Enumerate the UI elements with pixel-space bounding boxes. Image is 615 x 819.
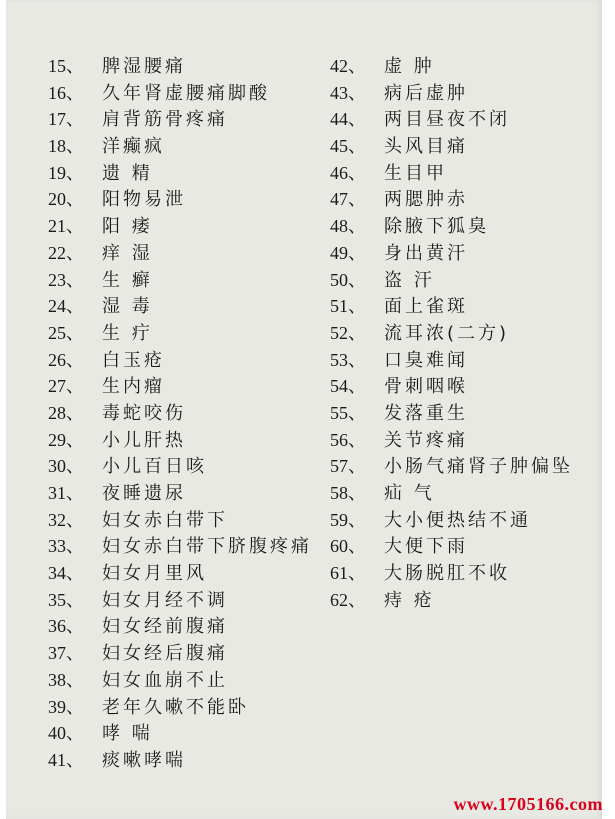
list-item bbox=[330, 132, 573, 159]
item-number: 37、 bbox=[48, 643, 84, 664]
item-number: 54、 bbox=[330, 376, 366, 397]
item-number: 57、 bbox=[330, 456, 366, 477]
list-item bbox=[48, 586, 312, 613]
item-text: 洋癫疯 bbox=[102, 136, 165, 158]
item-text: 小儿肝热 bbox=[102, 429, 186, 451]
list-item bbox=[330, 559, 573, 586]
list-item bbox=[330, 185, 573, 212]
item-text: 流耳浓(二方) bbox=[384, 322, 510, 344]
list-item bbox=[330, 586, 573, 613]
item-number: 43、 bbox=[330, 82, 366, 103]
list-item bbox=[48, 479, 312, 506]
list-item bbox=[330, 292, 573, 319]
list-item bbox=[330, 52, 573, 79]
item-text: 大小便热结不通 bbox=[384, 509, 531, 531]
item-text: 发落重生 bbox=[384, 402, 468, 424]
item-number: 60、 bbox=[330, 536, 366, 557]
list-item bbox=[330, 506, 573, 533]
list-item bbox=[48, 132, 312, 159]
list-item bbox=[48, 746, 312, 773]
item-number: 50、 bbox=[330, 269, 366, 290]
item-number: 38、 bbox=[48, 669, 84, 690]
item-number: 25、 bbox=[48, 322, 84, 343]
site-watermark: www.1705166.com bbox=[453, 794, 603, 814]
list-item bbox=[48, 559, 312, 586]
list-item bbox=[48, 506, 312, 533]
list-item bbox=[48, 185, 312, 212]
list-item bbox=[48, 532, 312, 559]
item-number: 21、 bbox=[48, 216, 84, 237]
item-number: 52、 bbox=[330, 322, 366, 343]
item-text: 疝 气 bbox=[384, 483, 435, 504]
item-text: 妇女血崩不止 bbox=[102, 669, 228, 691]
list-item bbox=[48, 79, 312, 106]
item-number: 20、 bbox=[48, 189, 84, 210]
item-number: 34、 bbox=[48, 563, 84, 584]
item-text: 大肠脱肛不收 bbox=[384, 563, 510, 585]
list-item bbox=[330, 399, 573, 426]
item-number: 40、 bbox=[48, 723, 84, 744]
list-item bbox=[48, 159, 312, 186]
item-number: 62、 bbox=[330, 589, 366, 610]
item-text: 哮 喘 bbox=[102, 723, 153, 745]
item-number: 32、 bbox=[48, 509, 84, 530]
list-item bbox=[48, 666, 312, 693]
item-text: 两腮肿赤 bbox=[384, 189, 468, 211]
item-text: 小肠气痛肾子肿偏坠 bbox=[384, 456, 573, 478]
item-number: 18、 bbox=[48, 136, 84, 157]
item-number: 58、 bbox=[330, 483, 366, 503]
list-item bbox=[48, 52, 312, 79]
item-number: 26、 bbox=[48, 349, 84, 370]
item-text: 两目昼夜不闭 bbox=[384, 109, 510, 131]
item-text: 老年久嗽不能卧 bbox=[102, 696, 249, 718]
list-item bbox=[330, 452, 573, 479]
item-number: 59、 bbox=[330, 509, 366, 530]
item-text: 妇女经前腹痛 bbox=[102, 616, 228, 638]
list-item bbox=[48, 426, 312, 453]
item-text: 骨刺咽喉 bbox=[384, 376, 468, 398]
item-text: 夜睡遗尿 bbox=[102, 483, 186, 504]
item-number: 15、 bbox=[48, 56, 84, 76]
item-number: 24、 bbox=[48, 296, 84, 317]
item-text: 生目甲 bbox=[384, 162, 447, 184]
item-text: 盗 汗 bbox=[384, 269, 435, 291]
item-number: 33、 bbox=[48, 536, 84, 557]
list-item bbox=[48, 372, 312, 399]
item-text: 生 疔 bbox=[102, 322, 153, 344]
left-column-list bbox=[48, 52, 312, 773]
list-item bbox=[330, 532, 573, 559]
item-text: 头风目痛 bbox=[384, 136, 468, 158]
list-item bbox=[48, 105, 312, 132]
right-column-list bbox=[330, 52, 573, 612]
item-text: 妇女赤白带下 bbox=[102, 509, 228, 531]
item-text: 妇女赤白带下脐腹疼痛 bbox=[102, 536, 312, 558]
list-item bbox=[48, 319, 312, 346]
item-number: 53、 bbox=[330, 349, 366, 370]
list-item bbox=[48, 239, 312, 266]
item-text: 关节疼痛 bbox=[384, 429, 468, 451]
item-text: 阳 痿 bbox=[102, 216, 153, 238]
list-item bbox=[48, 612, 312, 639]
list-item bbox=[48, 292, 312, 319]
item-text: 痰嗽哮喘 bbox=[102, 749, 186, 771]
list-item bbox=[330, 346, 573, 373]
list-item bbox=[330, 239, 573, 266]
item-text: 白玉疮 bbox=[102, 349, 165, 371]
item-text: 小儿百日咳 bbox=[102, 456, 207, 478]
list-item bbox=[330, 159, 573, 186]
item-number: 51、 bbox=[330, 296, 366, 317]
item-text: 除腋下狐臭 bbox=[384, 216, 489, 238]
list-item bbox=[330, 372, 573, 399]
item-number: 35、 bbox=[48, 589, 84, 610]
item-number: 22、 bbox=[48, 242, 84, 263]
item-number: 45、 bbox=[330, 136, 366, 157]
item-text: 妇女经后腹痛 bbox=[102, 643, 228, 665]
item-text: 妇女月经不调 bbox=[102, 589, 228, 611]
item-text: 遗 精 bbox=[102, 162, 153, 184]
item-text: 妇女月里风 bbox=[102, 563, 207, 585]
item-number: 48、 bbox=[330, 216, 366, 237]
item-number: 44、 bbox=[330, 109, 366, 130]
list-item bbox=[330, 105, 573, 132]
item-text: 大便下雨 bbox=[384, 536, 468, 558]
item-number: 23、 bbox=[48, 269, 84, 290]
item-number: 46、 bbox=[330, 162, 366, 183]
list-item bbox=[48, 639, 312, 666]
item-text: 阳物易泄 bbox=[102, 189, 186, 211]
item-number: 16、 bbox=[48, 82, 84, 103]
item-number: 19、 bbox=[48, 162, 84, 183]
list-item bbox=[48, 693, 312, 720]
item-number: 39、 bbox=[48, 696, 84, 717]
item-number: 36、 bbox=[48, 616, 84, 637]
item-number: 28、 bbox=[48, 402, 84, 423]
item-number: 30、 bbox=[48, 456, 84, 477]
item-text: 毒蛇咬伤 bbox=[102, 402, 186, 424]
list-item bbox=[330, 426, 573, 453]
item-text: 虚 肿 bbox=[384, 56, 435, 77]
item-number: 41、 bbox=[48, 749, 84, 770]
list-item bbox=[48, 212, 312, 239]
document-page bbox=[6, 0, 602, 819]
item-text: 身出黄汗 bbox=[384, 242, 468, 264]
item-number: 55、 bbox=[330, 402, 366, 423]
item-text: 生内瘤 bbox=[102, 376, 165, 398]
item-number: 31、 bbox=[48, 483, 84, 503]
list-item bbox=[48, 719, 312, 746]
list-item bbox=[48, 266, 312, 293]
list-item bbox=[330, 79, 573, 106]
item-number: 17、 bbox=[48, 109, 84, 130]
item-number: 47、 bbox=[330, 189, 366, 210]
item-text: 面上雀斑 bbox=[384, 296, 468, 318]
list-item bbox=[330, 212, 573, 239]
item-number: 27、 bbox=[48, 376, 84, 397]
item-text: 病后虚肿 bbox=[384, 82, 468, 104]
item-number: 29、 bbox=[48, 429, 84, 450]
item-text: 肩背筋骨疼痛 bbox=[102, 109, 228, 131]
item-number: 61、 bbox=[330, 563, 366, 584]
item-text: 脾湿腰痛 bbox=[102, 56, 186, 77]
item-text: 生 癣 bbox=[102, 269, 153, 291]
list-item bbox=[330, 266, 573, 293]
list-item bbox=[48, 346, 312, 373]
item-number: 56、 bbox=[330, 429, 366, 450]
item-text: 口臭难闻 bbox=[384, 349, 468, 371]
item-text: 痔 疮 bbox=[384, 589, 435, 611]
item-number: 42、 bbox=[330, 56, 366, 76]
item-number: 49、 bbox=[330, 242, 366, 263]
list-item bbox=[48, 399, 312, 426]
list-item bbox=[330, 319, 573, 346]
list-item bbox=[330, 479, 573, 506]
item-text: 久年肾虚腰痛脚酸 bbox=[102, 82, 270, 104]
list-item bbox=[48, 452, 312, 479]
item-text: 痒 湿 bbox=[102, 242, 153, 264]
item-text: 湿 毒 bbox=[102, 296, 153, 318]
